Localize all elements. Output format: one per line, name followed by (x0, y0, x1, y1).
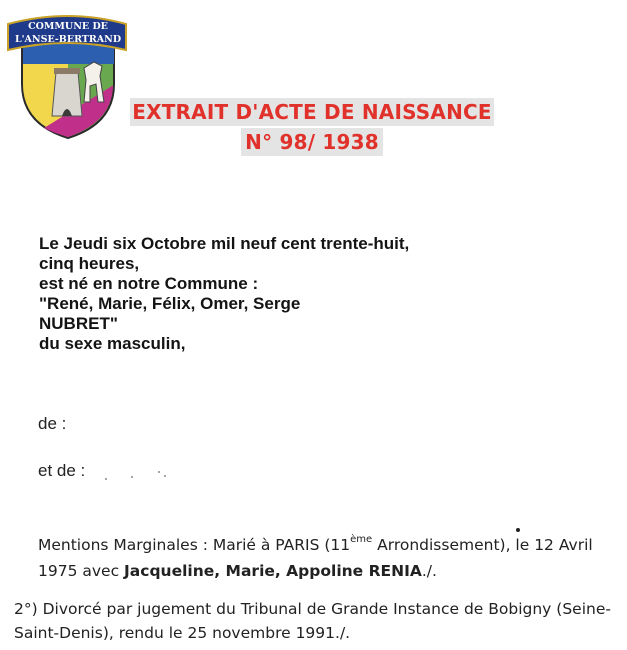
scan-speck (164, 475, 166, 477)
birth-line-given-names: "René, Marie, Félix, Omer, Serge (39, 294, 301, 313)
divorce-mention: 2°) Divorcé par jugement du Tribunal de Grande Instance de Bobigny (Seine-Saint-Denis), rendu le 25 novembre 1991./. (14, 600, 611, 642)
mentions-prefix: Mentions Marginales : Marié à PARIS (11 (38, 536, 351, 555)
marginal-mentions (38, 529, 618, 584)
birth-line-time: cinq heures, (39, 254, 140, 273)
scan-speck (105, 478, 107, 480)
birth-line-date: Le Jeudi six Octobre mil neuf cent trente-huit, (39, 234, 410, 253)
scan-speck (158, 471, 160, 473)
document-title (112, 98, 512, 156)
spouse-name: Jacqueline, Marie, Appoline RENIA (124, 562, 422, 581)
mother-label: et de : (38, 461, 86, 480)
birth-line-place: est né en notre Commune : (39, 274, 259, 293)
scan-speck (131, 476, 133, 478)
crest-label-line2: L'ANSE-BERTRAND (14, 34, 122, 45)
father-label: de : (38, 414, 67, 433)
mentions-middle: Arrondissement), le 12 Avril 1975 avec (38, 536, 593, 581)
mentions-suffix: ./. (421, 562, 437, 581)
birth-details (39, 234, 409, 354)
birth-line-sex: du sexe masculin, (39, 334, 186, 353)
birth-line-surname: NUBRET" (39, 314, 118, 333)
title-line1: EXTRAIT D'ACTE DE NAISSANCE (132, 100, 492, 124)
crest-label-line1: COMMUNE DE (28, 21, 108, 32)
act-number: N° 98/ 1938 (241, 128, 383, 156)
mentions-superscript: ème (350, 534, 373, 545)
